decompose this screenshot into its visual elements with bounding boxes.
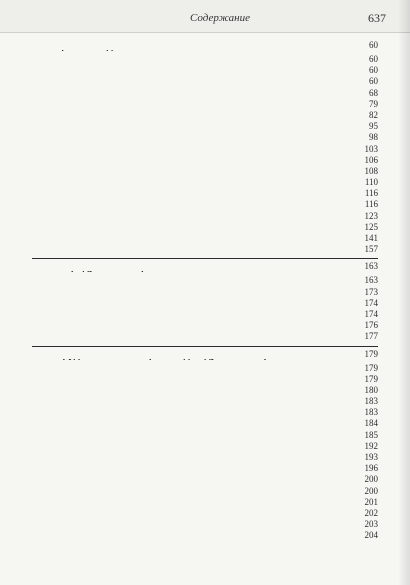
toc-entry-page: 68 (32, 88, 378, 98)
toc-entry-row[interactable] (32, 441, 378, 452)
page-edge-shadow (398, 0, 410, 585)
toc-entry-row[interactable] (32, 385, 378, 396)
toc-entry-row[interactable] (32, 452, 378, 463)
toc-entry-page: 141 (32, 233, 378, 243)
toc-entry-row[interactable] (32, 222, 378, 233)
toc-entry-page: 60 (32, 76, 378, 86)
toc-chapter-row[interactable] (32, 40, 378, 54)
toc-entry-row[interactable] (32, 463, 378, 474)
toc-entry-row[interactable] (32, 508, 378, 519)
toc-entry-page: 163 (32, 261, 378, 271)
toc-entry-page: 60 (32, 40, 378, 50)
toc-entry-page: 95 (32, 121, 378, 131)
toc-entry-row[interactable] (32, 275, 378, 286)
toc-chapter-row[interactable] (32, 349, 378, 363)
toc-entry-page: 60 (32, 54, 378, 64)
toc-entry-row[interactable] (32, 244, 378, 255)
toc-entry-row[interactable] (32, 309, 378, 320)
toc-entry-page: 116 (32, 199, 378, 209)
toc-entry-row[interactable] (32, 418, 378, 429)
toc-entry-page: 106 (32, 155, 378, 165)
toc-entry-row[interactable] (32, 76, 378, 87)
toc-entry-page: 183 (32, 396, 378, 406)
toc-entry-row[interactable] (32, 110, 378, 121)
page-number: 637 (368, 11, 386, 25)
toc-entry-page: 196 (32, 463, 378, 473)
toc-entry-page: 163 (32, 275, 378, 285)
toc-entry-row[interactable] (32, 155, 378, 166)
toc-entry-row[interactable] (32, 320, 378, 331)
toc-entry-row[interactable] (32, 121, 378, 132)
toc-entry-page: 116 (32, 188, 378, 198)
toc-entry-page: 179 (32, 374, 378, 384)
toc-entry-page: 200 (32, 474, 378, 484)
section-divider (32, 258, 378, 259)
toc-entry-page: 202 (32, 508, 378, 518)
toc-entry-row[interactable] (32, 132, 378, 143)
toc-entry-row[interactable] (32, 474, 378, 485)
toc-entry-page: 192 (32, 441, 378, 451)
toc-entry-page: 157 (32, 244, 378, 254)
toc-section (32, 40, 378, 255)
toc-entry-page: 60 (32, 65, 378, 75)
toc-entry-page: 82 (32, 110, 378, 120)
toc-entry-row[interactable] (32, 287, 378, 298)
toc-entry-page: 108 (32, 166, 378, 176)
toc-entry-row[interactable] (32, 166, 378, 177)
toc-entry-page: 176 (32, 320, 378, 330)
toc-entry-row[interactable] (32, 430, 378, 441)
toc-chapter-row[interactable] (32, 261, 378, 275)
toc-entry-row[interactable] (32, 363, 378, 374)
toc-entry-row[interactable] (32, 331, 378, 342)
toc-entry-page: 79 (32, 99, 378, 109)
toc-entry-page: 180 (32, 385, 378, 395)
toc-entry-page: 193 (32, 452, 378, 462)
section-divider (32, 346, 378, 347)
toc-entry-page: 123 (32, 211, 378, 221)
toc-entry-page: 179 (32, 349, 378, 359)
toc-entry-row[interactable] (32, 188, 378, 199)
toc-entry-page: 200 (32, 486, 378, 496)
toc-entry-page: 103 (32, 144, 378, 154)
toc-entry-row[interactable] (32, 177, 378, 188)
toc-entry-row[interactable] (32, 88, 378, 99)
toc-entry-row[interactable] (32, 54, 378, 65)
toc-entry-row[interactable] (32, 99, 378, 110)
header-title: Содержание (190, 12, 251, 24)
toc-entry-row[interactable] (32, 396, 378, 407)
toc-entry-page: 173 (32, 287, 378, 297)
toc-entry-page: 174 (32, 298, 378, 308)
toc-entry-page: 203 (32, 519, 378, 529)
table-of-contents (32, 40, 378, 545)
toc-section (32, 346, 378, 542)
toc-entry-page: 204 (32, 530, 378, 540)
toc-entry-page: 98 (32, 132, 378, 142)
toc-entry-page: 185 (32, 430, 378, 440)
toc-entry-row[interactable] (32, 530, 378, 541)
toc-entry-row[interactable] (32, 211, 378, 222)
toc-entry-page: 184 (32, 418, 378, 428)
running-header (0, 0, 410, 33)
toc-entry-row[interactable] (32, 65, 378, 76)
toc-entry-page: 110 (32, 177, 378, 187)
toc-entry-row[interactable] (32, 199, 378, 210)
toc-entry-row[interactable] (32, 144, 378, 155)
toc-entry-row[interactable] (32, 407, 378, 418)
toc-entry-page: 174 (32, 309, 378, 319)
toc-entry-row[interactable] (32, 519, 378, 530)
toc-entry-page: 179 (32, 363, 378, 373)
toc-entry-row[interactable] (32, 486, 378, 497)
toc-entry-page: 125 (32, 222, 378, 232)
toc-entry-row[interactable] (32, 233, 378, 244)
toc-entry-row[interactable] (32, 497, 378, 508)
toc-entry-page: 177 (32, 331, 378, 341)
toc-entry-page: 201 (32, 497, 378, 507)
toc-entry-row[interactable] (32, 298, 378, 309)
toc-entry-row[interactable] (32, 374, 378, 385)
toc-entry-page: 183 (32, 407, 378, 417)
toc-section (32, 258, 378, 342)
